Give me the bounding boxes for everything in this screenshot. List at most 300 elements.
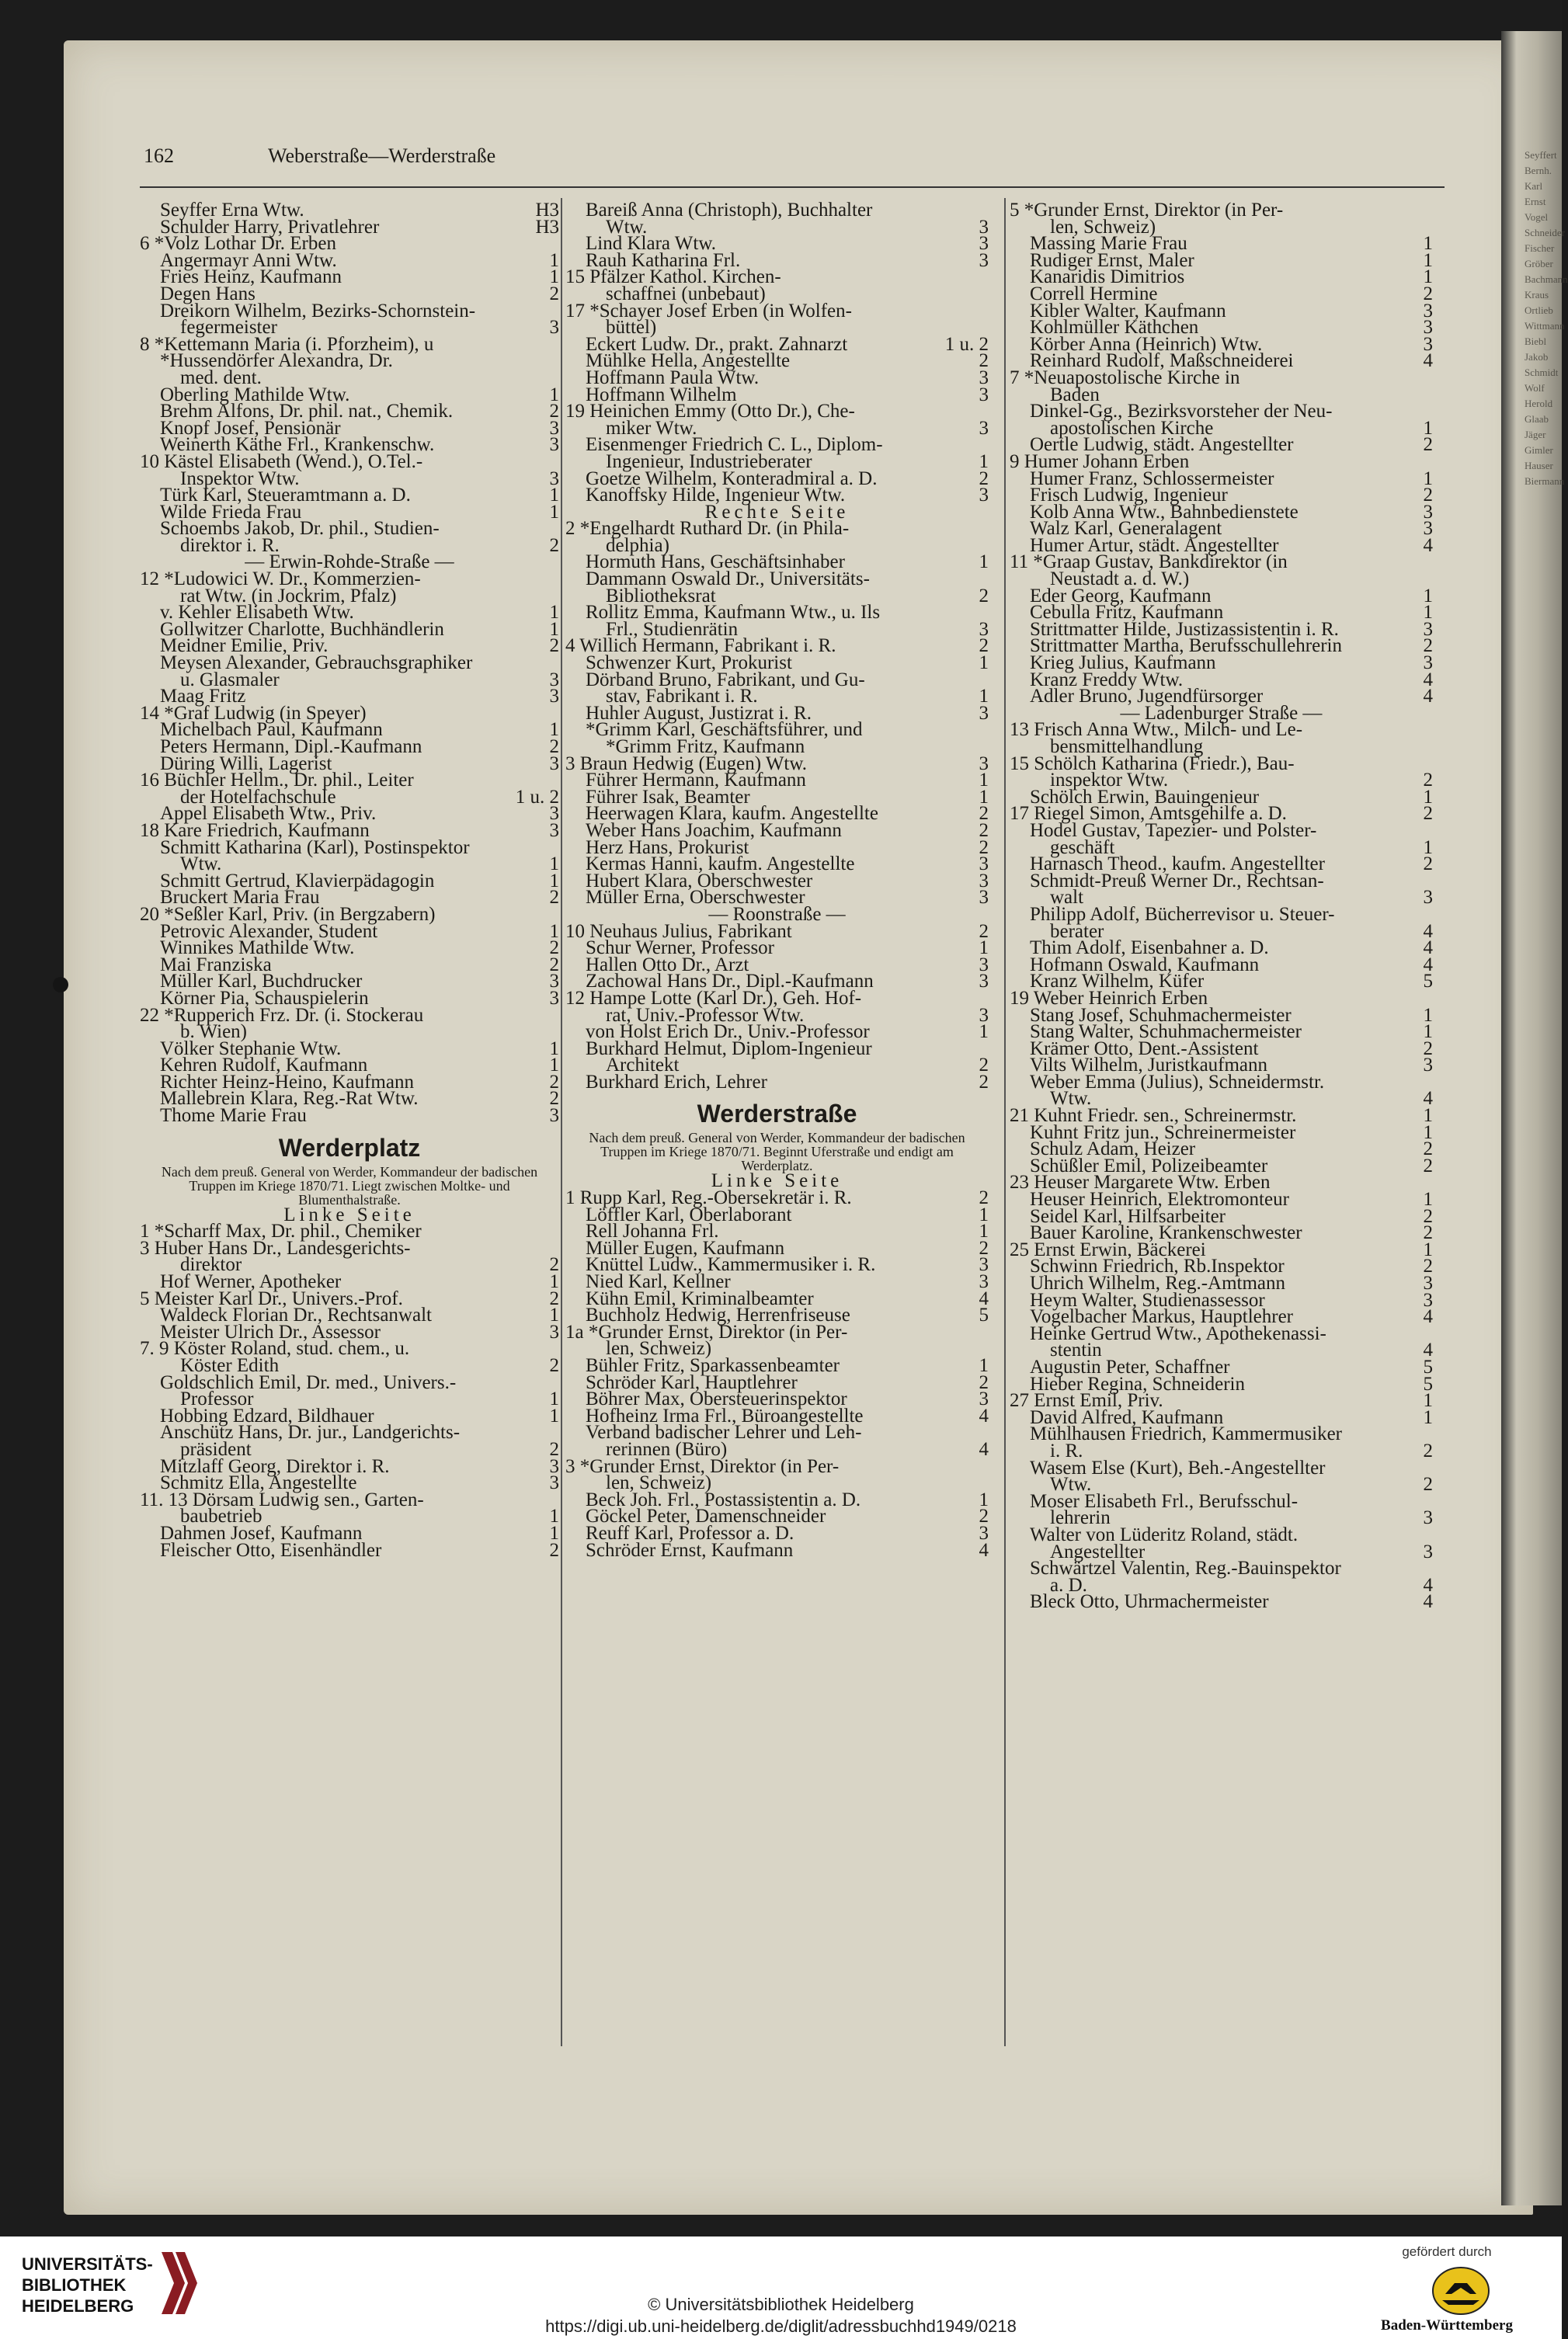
entry-text: Mai Franziska — [160, 954, 272, 975]
floor-number: 2 — [549, 1254, 559, 1276]
floor-number: 3 — [979, 1388, 989, 1410]
entry-text: Goldschlich Emil, Dr. med., Univers.- — [160, 1371, 457, 1393]
entry-text: Werderplatz — [278, 1133, 421, 1162]
entry-text: Mitzlaff Georg, Direktor i. R. — [160, 1455, 390, 1477]
entry-text: Wtw. — [606, 216, 648, 238]
entry-text: Dammann Oswald Dr., Universitäts- — [586, 568, 870, 590]
entry-text: Wtw. — [1050, 1474, 1092, 1496]
floor-number: 2 — [1423, 1155, 1433, 1176]
entry-text: Moser Elisabeth Frl., Berufsschul- — [1030, 1490, 1299, 1512]
permalink-url[interactable]: https://digi.ub.uni-heidelberg.de/diglit/adressbuchhd1949/0218 — [545, 2316, 1017, 2336]
floor-number: 2 — [979, 836, 989, 858]
entry-text: Dreikorn Wilhelm, Bezirks-Schornstein- — [160, 300, 476, 321]
entry-text: *Grimm Fritz, Kaufmann — [606, 736, 805, 757]
entry-text: Brehm Alfons, Dr. phil. nat., Chemik. — [160, 401, 454, 422]
entry-text: Reinhard Rudolf, Maßschneiderei — [1030, 350, 1294, 372]
entry-text: Fleischer Otto, Eisenhändler — [160, 1539, 382, 1561]
entry-text: Meister Ulrich Dr., Assessor — [160, 1321, 381, 1343]
entry-text: Bleck Otto, Uhrmachermeister — [1030, 1591, 1269, 1613]
entry-text: Weber Emma (Julius), Schneidermstr. — [1030, 1071, 1325, 1093]
entry-text: Müller Karl, Buchdrucker — [160, 971, 363, 992]
entry-text: Schwenzer Kurt, Prokurist — [586, 652, 792, 674]
entry-text: 13 Frisch Anna Wtw., Milch- und Le- — [1010, 719, 1303, 741]
floor-number: 2 — [1423, 1138, 1433, 1160]
entry-text: Dörband Bruno, Fabrikant, und Gu- — [586, 669, 865, 690]
entry-text: med. dent. — [180, 367, 262, 388]
entry-text: Verband badischer Lehrer und Leh- — [586, 1422, 862, 1444]
floor-number: 4 — [1423, 686, 1433, 707]
floor-number: 4 — [1423, 534, 1433, 556]
entry-text: Hormuth Hans, Geschäftsinhaber — [586, 551, 845, 573]
floor-number: 2 — [549, 937, 559, 959]
entry-text: Rechte Seite — [704, 501, 850, 523]
entry-text: Heinke Gertrud Wtw., Apothekenassi- — [1030, 1322, 1326, 1344]
entry-text: 2 *Engelhardt Ruthard Dr. (in Phila- — [565, 518, 850, 540]
floor-number: 1 — [1423, 1121, 1433, 1143]
entry-text: Philipp Adolf, Bücherrevisor u. Steuer- — [1030, 903, 1335, 925]
entry-text: *Hussendörfer Alexandra, Dr. — [160, 350, 393, 372]
floor-number: 1 u. 2 — [944, 333, 989, 355]
entry-text: Burkhard Erich, Lehrer — [586, 1071, 767, 1093]
entry-text: büttel) — [606, 317, 657, 339]
column-divider — [561, 198, 562, 2046]
entry-text: Schwinn Friedrich, Rb.Inspektor — [1030, 1256, 1285, 1277]
floor-number: 3 — [549, 417, 559, 439]
entry-text: — Erwin-Rohde-Straße — — [245, 551, 454, 573]
column-divider — [1004, 198, 1006, 2046]
entry-text: 12 Hampe Lotte (Karl Dr.), Geh. Hof- — [565, 987, 862, 1009]
entry-text: Körber Anna (Heinrich) Wtw. — [1030, 333, 1263, 355]
entry-text: Bühler Fritz, Sparkassenbeamter — [586, 1355, 840, 1376]
floor-number: 3 — [979, 367, 989, 388]
entry-text: Hofmann Oswald, Kaufmann — [1030, 954, 1260, 975]
entry-text: Heerwagen Klara, kaufm. Angestellte — [586, 803, 878, 825]
floor-number: 1 — [979, 450, 989, 472]
floor-number: H3 — [535, 200, 559, 221]
floor-number: 1 — [549, 1271, 559, 1293]
entry-text: Schmitt Katharina (Karl), Postinspektor — [160, 836, 470, 858]
floor-number: 1 — [549, 618, 559, 640]
entry-text: Mallebrein Klara, Reg.-Rat Wtw. — [160, 1088, 419, 1110]
floor-number: 3 — [979, 485, 989, 506]
floor-number: 1 — [1423, 836, 1433, 858]
floor-number: 3 — [549, 971, 559, 992]
column-left — [140, 202, 559, 1559]
entry-text: 6 *Volz Lothar Dr. Erben — [140, 233, 336, 255]
entry-text: len, Schweiz) — [606, 1472, 712, 1494]
floor-number: 1 — [549, 602, 559, 624]
floor-number: 3 — [549, 686, 559, 707]
floor-number: 2 — [549, 401, 559, 422]
entry-text: 27 Ernst Emil, Priv. — [1010, 1390, 1163, 1412]
floor-number: 1 — [549, 1405, 559, 1427]
entry-text: lehrerin — [1050, 1507, 1111, 1529]
floor-number: 4 — [1423, 954, 1433, 975]
entry-text: Angestellter — [1050, 1541, 1146, 1562]
floor-number: 3 — [979, 752, 989, 774]
entry-text: Kühn Emil, Kriminalbeamter — [586, 1288, 814, 1309]
entry-text: Hofheinz Irma Frl., Büroangestellte — [586, 1405, 864, 1427]
entry-text: Wasem Else (Kurt), Beh.-Angestellter — [1030, 1457, 1326, 1479]
entry-text: Uhrich Wilhelm, Reg.-Amtmann — [1030, 1273, 1286, 1294]
entry-text: stentin — [1050, 1340, 1102, 1361]
floor-number: 3 — [1423, 317, 1433, 339]
entry-text: Kuhnt Fritz jun., Schreinermeister — [1030, 1121, 1296, 1143]
entry-text: Humer Artur, städt. Angestellter — [1030, 534, 1279, 556]
floor-number: 2 — [979, 350, 989, 372]
floor-number: 2 — [549, 736, 559, 757]
floor-number: 2 — [979, 920, 989, 942]
floor-number: 2 — [549, 1288, 559, 1309]
entry-text: Hallen Otto Dr., Arzt — [586, 954, 749, 975]
floor-number: 1 — [549, 870, 559, 891]
entry-text: Kanaridis Dimitrios — [1030, 266, 1185, 288]
entry-text: Stang Walter, Schuhmachermeister — [1030, 1021, 1302, 1043]
entry-text: — Roonstraße — — [708, 903, 846, 925]
floor-number: 5 — [1423, 1373, 1433, 1395]
entry-text: berater — [1050, 920, 1104, 942]
floor-number: 3 — [1423, 652, 1433, 674]
floor-number: 1 — [1423, 1390, 1433, 1412]
entry-text: Knopf Josef, Pensionär — [160, 417, 341, 439]
floor-number: 3 — [1423, 518, 1433, 540]
entry-text: 10 Neuhaus Julius, Fabrikant — [565, 920, 792, 942]
entry-text: David Alfred, Kaufmann — [1030, 1406, 1224, 1428]
entry-text: 15 Schölch Katharina (Friedr.), Bau- — [1010, 752, 1295, 774]
floor-number: 3 — [979, 1271, 989, 1293]
floor-number: 1 — [549, 501, 559, 523]
binding-hole — [53, 977, 68, 992]
floor-number: 5 — [979, 1305, 989, 1326]
copyright-text: © Universitätsbibliothek Heidelberg — [648, 2295, 914, 2314]
floor-number: 1 — [979, 786, 989, 808]
floor-number: 2 — [979, 1506, 989, 1527]
entry-text: Hobbing Edzard, Bildhauer — [160, 1405, 374, 1427]
entry-text: apostolischen Kirche — [1050, 417, 1214, 439]
entry-text: Winnikes Mathilde Wtw. — [160, 937, 355, 959]
floor-number: 2 — [979, 819, 989, 841]
entry-text: 23 Heuser Margarete Wtw. Erben — [1010, 1172, 1271, 1194]
floor-number: 2 — [1423, 434, 1433, 456]
entry-text: 3 Huber Hans Dr., Landesgerichts- — [140, 1237, 411, 1259]
column-middle — [565, 202, 989, 1559]
entry-text: Eder Georg, Kaufmann — [1030, 585, 1212, 606]
entry-text: Körner Pia, Schauspielerin — [160, 987, 369, 1009]
floor-number: 4 — [979, 1288, 989, 1309]
floor-number: 2 — [549, 635, 559, 657]
floor-number: 4 — [979, 1438, 989, 1460]
floor-number: 5 — [1423, 971, 1433, 992]
entry-text: Rollitz Emma, Kaufmann Wtw., u. Ils — [586, 602, 881, 624]
entry-text: Werderstraße — [697, 1100, 857, 1128]
entry-text: Neustadt a. d. W.) — [1050, 568, 1190, 590]
entry-text: Linke Seite — [711, 1170, 843, 1192]
entry-text: Krämer Otto, Dent.-Assistent — [1030, 1037, 1259, 1059]
floor-number: 1 — [549, 1388, 559, 1410]
entry-text: Kranz Freddy Wtw. — [1030, 669, 1184, 690]
entry-text: 8 *Kettemann Maria (i. Pforzheim), u — [140, 333, 434, 355]
entry-text: Walter von Lüderitz Roland, städt. — [1030, 1524, 1299, 1545]
entry-text: Schmitt Gertrud, Klavierpädagogin — [160, 870, 435, 891]
entry-text: Kermas Hanni, kaufm. Angestellte — [586, 853, 855, 875]
entry-text: direktor — [180, 1254, 242, 1276]
entry-text: rerinnen (Büro) — [606, 1438, 728, 1460]
entry-text: len, Schweiz) — [606, 1338, 712, 1360]
entry-text: Schur Werner, Professor — [586, 937, 774, 959]
entry-text: direktor i. R. — [180, 534, 280, 556]
entry-text: Zachowal Hans Dr., Dipl.-Kaufmann — [586, 971, 874, 992]
entry-text: inspektor Wtw. — [1050, 770, 1169, 791]
entry-text: Schüßler Emil, Polizeibeamter — [1030, 1155, 1268, 1176]
entry-text: walt — [1050, 887, 1084, 909]
entry-text: Hoffmann Wilhelm — [586, 384, 737, 405]
entry-text: Rudiger Ernst, Maler — [1030, 249, 1194, 271]
entry-text: Dinkel-Gg., Bezirksvorsteher der Neu- — [1030, 401, 1333, 422]
entry-text: 3 *Grunder Ernst, Direktor (in Per- — [565, 1455, 840, 1477]
entry-text: Kibler Walter, Kaufmann — [1030, 300, 1226, 321]
floor-number: 1 — [1423, 417, 1433, 439]
street-heading — [565, 1097, 989, 1131]
entry-text: 1 *Scharff Max, Dr. phil., Chemiker — [140, 1221, 422, 1242]
floor-number: 2 — [1423, 770, 1433, 791]
library-name-line: BIBLIOTHEK — [22, 2275, 127, 2295]
entry-text: *Grimm Karl, Geschäftsführer, und — [586, 719, 863, 741]
floor-number: 2 — [979, 1371, 989, 1393]
entry-text: Völker Stephanie Wtw. — [160, 1037, 342, 1059]
entry-text: Strittmatter Martha, Berufsschullehrerin — [1030, 635, 1342, 657]
floor-number: 1 — [979, 686, 989, 707]
entry-text: Kolb Anna Wtw., Bahnbedienstete — [1030, 501, 1299, 523]
floor-number: H3 — [535, 216, 559, 238]
floor-number: 1 — [1423, 1189, 1433, 1211]
floor-number: 1 — [1423, 467, 1433, 489]
floor-number: 2 — [549, 887, 559, 909]
entry-text: Dahmen Josef, Kaufmann — [160, 1522, 363, 1544]
floor-number: 3 — [1423, 1289, 1433, 1311]
entry-text: Gollwitzer Charlotte, Buchhändlerin — [160, 618, 444, 640]
floor-number: 3 — [979, 853, 989, 875]
entry-text: Führer Hermann, Kaufmann — [586, 770, 806, 791]
entry-text: 7 *Neuapostolische Kirche in — [1010, 367, 1240, 388]
floor-number: 3 — [1423, 1055, 1433, 1076]
entry-text: Bruckert Maria Frau — [160, 887, 320, 909]
floor-number: 1 — [549, 1522, 559, 1544]
entry-text: Schröder Karl, Hauptlehrer — [586, 1371, 798, 1393]
entry-text: u. Glasmaler — [180, 669, 280, 690]
entry-text: Düring Willi, Lagerist — [160, 752, 332, 774]
entry-text: Seidel Karl, Hilfsarbeiter — [1030, 1205, 1226, 1227]
floor-number: 2 — [1423, 635, 1433, 657]
floor-number: 3 — [549, 669, 559, 690]
entry-text: 3 Braun Hedwig (Eugen) Wtw. — [565, 752, 808, 774]
entry-text: Humer Franz, Schlossermeister — [1030, 467, 1274, 489]
entry-text: bensmittelhandlung — [1050, 736, 1204, 757]
entry-text: 17 *Schayer Josef Erben (in Wolfen- — [565, 300, 852, 321]
floor-number: 2 — [979, 467, 989, 489]
entry-text: 11. 13 Dörsam Ludwig sen., Garten- — [140, 1489, 424, 1510]
floor-number: 3 — [1423, 1273, 1433, 1294]
floor-number: 4 — [1423, 1591, 1433, 1613]
entry-text: 5 Meister Karl Dr., Univers.-Prof. — [140, 1288, 403, 1309]
floor-number: 1 — [979, 1355, 989, 1376]
floor-number: 4 — [1423, 1306, 1433, 1328]
entry-text: Weber Hans Joachim, Kaufmann — [586, 819, 842, 841]
floor-number: 3 — [549, 1321, 559, 1343]
entry-text: Mühlke Hella, Angestellte — [586, 350, 791, 372]
floor-number: 3 — [979, 618, 989, 640]
entry-text: Augustin Peter, Schaffner — [1030, 1356, 1230, 1378]
entry-text: 16 Büchler Hellm., Dr. phil., Leiter — [140, 770, 414, 791]
entry-text: Wtw. — [1050, 1088, 1092, 1110]
entry-text: Eckert Ludw. Dr., prakt. Zahnarzt — [586, 333, 848, 355]
entry-text: Strittmatter Hilde, Justizassistentin i. R. — [1030, 618, 1339, 640]
entry-text: Nach dem preuß. General von Werder, Kommandeur der badischen Truppen im Kriege 1870/71. Beginnt Uferstraße und endigt am Werderplatz. — [589, 1130, 965, 1174]
entry-text: Bauer Karoline, Krankenschwester — [1030, 1222, 1302, 1244]
floor-number: 3 — [1423, 333, 1433, 355]
entry-text: Adler Bruno, Jugendfürsorger — [1030, 686, 1264, 707]
entry-text: Knüttel Ludw., Kammermusiker i. R. — [586, 1254, 876, 1276]
floor-number: 3 — [549, 803, 559, 825]
floor-number: 3 — [979, 702, 989, 724]
entry-text: Harnasch Theod., kaufm. Angestellter — [1030, 853, 1325, 875]
entry-text: Bibliotheksrat — [606, 585, 716, 606]
street-note — [140, 1165, 559, 1207]
entry-text: Nach dem preuß. General von Werder, Kommandeur der badischen Truppen im Kriege 1870/71. Liegt zwischen Moltke- und Blumenthalstraße. — [161, 1163, 538, 1208]
entry-text: der Hotelfachschule — [180, 786, 336, 808]
entry-text: 10 Kästel Elisabeth (Wend.), O.Tel.- — [140, 450, 423, 472]
floor-number: 1 — [1423, 786, 1433, 808]
directory-line — [140, 1539, 559, 1561]
floor-number: 3 — [979, 870, 989, 891]
entry-text: 4 Willich Hermann, Fabrikant i. R. — [565, 635, 836, 657]
floor-number: 2 — [979, 635, 989, 657]
entry-text: miker Wtw. — [606, 417, 697, 439]
entry-text: 22 *Rupperich Frz. Dr. (i. Stockerau — [140, 1004, 424, 1026]
entry-text: Goetze Wilhelm, Konteradmiral a. D. — [586, 467, 878, 489]
entry-text: 20 *Seßler Karl, Priv. (in Bergzabern) — [140, 903, 436, 925]
entry-text: Türk Karl, Steueramtmann a. D. — [160, 485, 411, 506]
street-note — [565, 1131, 989, 1173]
entry-text: Löffler Karl, Oberlaborant — [586, 1204, 792, 1225]
entry-text: Massing Marie Frau — [1030, 233, 1187, 255]
entry-text: Vogelbacher Markus, Hauptlehrer — [1030, 1306, 1294, 1328]
page-number: 162 — [144, 144, 174, 167]
floor-number: 1 — [549, 384, 559, 405]
entry-text: Huhler August, Justizrat i. R. — [586, 702, 812, 724]
floor-number: 2 — [549, 1539, 559, 1561]
facing-page-edge: Seyffert Bernh. Karl Ernst Vogel Schneider Fischer Gröber Bachmann Kraus Ortlieb Wittmann Biebl Jakob Schmidt Wolf Herold Glaab Jäger Gimler Hauser Biermann — [1501, 31, 1562, 2205]
entry-text: Köster Edith — [180, 1355, 280, 1376]
entry-text: Richter Heinz-Heino, Kaufmann — [160, 1071, 414, 1093]
floor-number: 1 — [1423, 249, 1433, 271]
column-right — [1010, 202, 1433, 1611]
floor-number: 4 — [1423, 1088, 1433, 1110]
floor-number: 3 — [1423, 887, 1433, 909]
entry-text: Schoembs Jakob, Dr. phil., Studien- — [160, 518, 440, 540]
entry-text: Oertle Ludwig, städt. Angestellter — [1030, 434, 1294, 456]
floor-number: 1 — [1423, 1239, 1433, 1260]
floor-number: 3 — [1423, 1541, 1433, 1562]
entry-text: 5 *Grunder Ernst, Direktor (in Per- — [1010, 200, 1284, 221]
entry-text: rat, Univ.-Professor Wtw. — [606, 1004, 805, 1026]
floor-number: 1 — [979, 652, 989, 674]
floor-number: 3 — [549, 752, 559, 774]
floor-number: 3 — [549, 987, 559, 1009]
floor-number: 3 — [979, 216, 989, 238]
floor-number: 3 — [549, 1472, 559, 1494]
entry-text: Stang Josef, Schuhmachermeister — [1030, 1004, 1292, 1026]
floor-number: 1 — [979, 937, 989, 959]
entry-text: Führer Isak, Beamter — [586, 786, 750, 808]
entry-text: Heym Walter, Studienassessor — [1030, 1289, 1265, 1311]
floor-number: 2 — [549, 1355, 559, 1376]
entry-text: b. Wien) — [180, 1021, 248, 1043]
header-rule — [140, 186, 1445, 188]
directory-line — [565, 1071, 989, 1093]
entry-text: stav, Fabrikant i. R. — [606, 686, 758, 707]
entry-text: Schröder Ernst, Kaufmann — [586, 1539, 794, 1561]
entry-text: Müller Erna, Oberschwester — [586, 887, 805, 909]
entry-text: Schwärtzel Valentin, Reg.-Bauinspektor — [1030, 1558, 1341, 1580]
floor-number: 1 — [1423, 1406, 1433, 1428]
floor-number: 2 — [549, 283, 559, 304]
floor-number: 3 — [1423, 1507, 1433, 1529]
floor-number: 2 — [1423, 1440, 1433, 1461]
entry-text: Müller Eugen, Kaufmann — [586, 1237, 785, 1259]
floor-number: 1 — [549, 249, 559, 271]
entry-text: Appel Elisabeth Wtw., Priv. — [160, 803, 377, 825]
floor-number: 2 — [549, 1088, 559, 1110]
coat-of-arms-icon — [1431, 2266, 1490, 2316]
floor-number: 3 — [1423, 300, 1433, 321]
entry-text: Lind Klara Wtw. — [586, 233, 717, 255]
floor-number: 3 — [1423, 501, 1433, 523]
entry-text: Kranz Wilhelm, Küfer — [1030, 971, 1205, 992]
floor-number: 3 — [979, 954, 989, 975]
entry-text: Frl., Studienrätin — [606, 618, 739, 640]
copyright-block — [0, 2294, 1562, 2337]
viewer-footer — [0, 2236, 1562, 2339]
floor-number: 4 — [1423, 937, 1433, 959]
library-name-line: HEIDELBERG — [22, 2296, 134, 2316]
entry-text: Rell Johanna Frl. — [586, 1221, 719, 1242]
floor-number: 2 — [1423, 283, 1433, 304]
floor-number: 2 — [979, 585, 989, 606]
entry-text: Schölch Erwin, Bauingenieur — [1030, 786, 1260, 808]
entry-text: i. R. — [1050, 1440, 1083, 1461]
entry-text: schaffnei (unbebaut) — [606, 283, 766, 304]
entry-text: Baden — [1050, 384, 1100, 405]
entry-text: Eisenmenger Friedrich C. L., Diplom- — [586, 434, 883, 456]
floor-number: 3 — [979, 1004, 989, 1026]
entry-text: Heuser Heinrich, Elektromonteur — [1030, 1189, 1289, 1211]
floor-number: 2 — [1423, 1222, 1433, 1244]
floor-number: 1 — [549, 485, 559, 506]
entry-text: 15 Pfälzer Kathol. Kirchen- — [565, 266, 781, 288]
floor-number: 1 u. 2 — [515, 786, 559, 808]
entry-text: Weinerth Käthe Frl., Krankenschw. — [160, 434, 435, 456]
floor-number: 1 — [549, 1305, 559, 1326]
floor-number: 1 — [549, 1055, 559, 1076]
floor-number: 1 — [549, 1037, 559, 1059]
floor-number: 2 — [549, 954, 559, 975]
floor-number: 4 — [979, 1539, 989, 1561]
directory-line — [140, 1105, 559, 1127]
floor-number: 1 — [549, 1506, 559, 1527]
entry-text: Michelbach Paul, Kaufmann — [160, 719, 383, 741]
entry-text: Peters Hermann, Dipl.-Kaufmann — [160, 736, 422, 757]
entry-text: Herz Hans, Prokurist — [586, 836, 749, 858]
